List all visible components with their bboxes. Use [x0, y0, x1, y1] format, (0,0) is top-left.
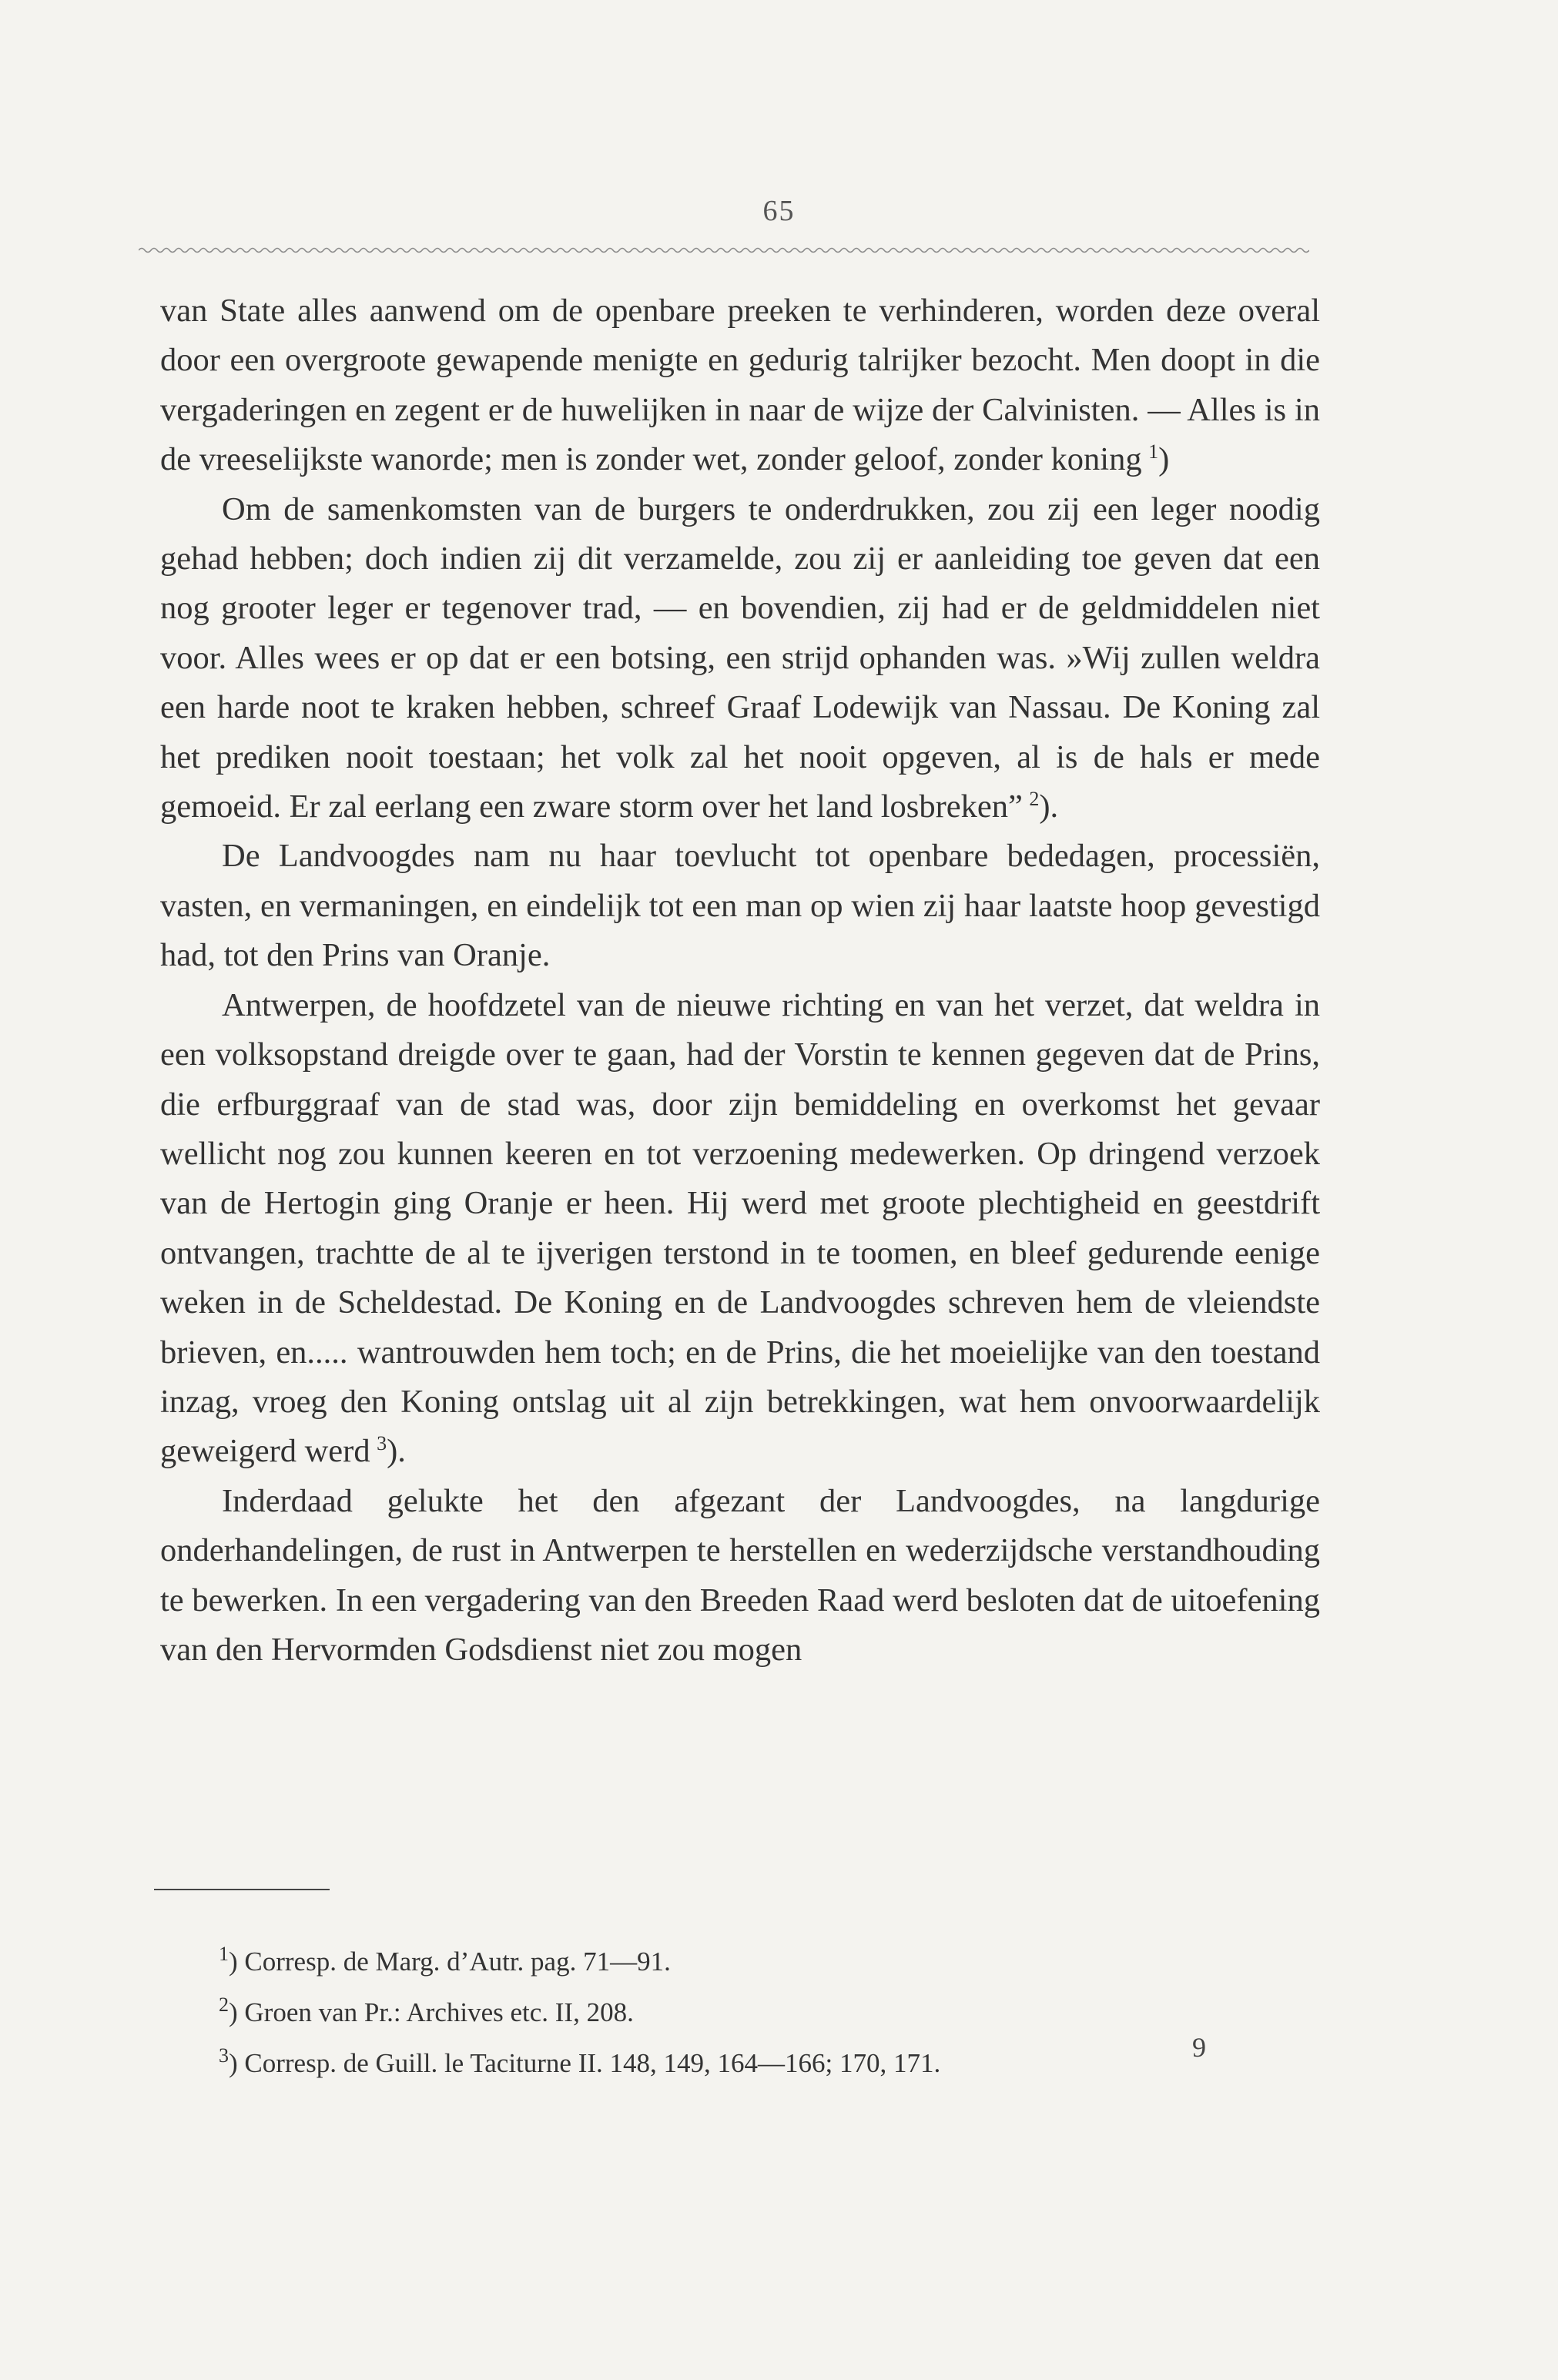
paragraph-4 — [160, 981, 1320, 1477]
footnote-2-close: ) — [229, 1997, 238, 2027]
note-ref-2-close: ). — [1039, 788, 1059, 825]
footnote-3-close: ) — [229, 2048, 238, 2078]
paragraph-4-text: Antwerpen, de hoofdzetel van de nieuwe richting en van het verzet, dat weldra in een volksopstand dreigde over te gaan, had der Vorstin te kennen gegeven dat de Prins, die erfburggraaf van de stad was, door zijn bemiddeling en overkomst het gevaar wellicht nog zou kunnen keeren en tot verzoening medewerken. Op dringend verzoek van de Hertogin ging Oranje er heen. Hij werd met groote plechtigheid en geestdrift ontvangen, trachtte de al te ijverigen terstond in te toomen, en bleef gedurende eenige weken in de Scheldestad. De Koning en de Landvoogdes schreven hem de vleiendste brieven, en..... wantrouwden hem toch; en de Prins, die het moeielijke van den toestand inzag, vroeg den Koning ontslag uit al zijn betrekkingen, wat hem onvoorwaardelijk geweigerd werd — [160, 986, 1320, 1470]
footnote-1-text: Corresp. de Marg. d’Autr. pag. 71—91. — [244, 1947, 671, 1977]
footnote-1 — [219, 1936, 1220, 1987]
footnote-2-mark: 2 — [219, 1993, 229, 2016]
footnote-3 — [219, 2038, 1220, 2089]
main-text — [160, 286, 1320, 1675]
footnote-separator — [154, 1889, 330, 1890]
page-number: 65 — [762, 195, 796, 227]
footnote-1-close: ) — [229, 1947, 238, 1977]
paragraph-1-text: van State alles aanwend om de openbare preeken te verhinderen, worden deze overal door een overgroote gewapende menigte en gedurig talrijker bezocht. Men doopt in die vergaderingen en zegent er de huwelijken in naar de wijze der Calvinisten. — Alles is in de vreeselijkste wanorde; men is zonder wet, zonder geloof, zonder koning — [160, 293, 1320, 478]
paragraph-3: De Landvoogdes nam nu haar toevlucht tot openbare bededagen, processiën, vasten, en vermaningen, en eindelijk tot een man op wien zij haar laatste hoop gevestigd had, tot den Prins van Oranje. — [160, 838, 1320, 974]
note-ref-3-close: ). — [387, 1433, 406, 1470]
note-ref-3: 3 — [377, 1432, 387, 1455]
footnote-2 — [219, 1987, 1220, 2038]
paragraph-2-text: Om de samenkomsten van de burgers te onderdrukken, zou zij een leger noodig gehad hebben; doch indien zij dit verzamelde, zou zij er aanleiding toe geven dat een nog grooter leger er tegenover trad, — en bovendien, zij had er de geldmiddelen niet voor. Alles wees er op dat er een botsing, een strijd ophanden was. »Wij zullen weldra een harde noot te kraken hebben, schreef Graaf Lodewijk van Nassau. De Koning zal het prediken nooit toestaan; het volk zal het nooit opgeven, al is de hals er mede gemoeid. Er zal eerlang een zware storm over het land losbreken” — [160, 490, 1320, 825]
wavy-rule-ornament — [139, 245, 1309, 256]
note-ref-1-close: ) — [1158, 441, 1170, 478]
signature-mark: 9 — [1192, 2032, 1206, 2063]
paragraph-5: Inderdaad gelukte het den afgezant der Landvoogdes, na langdurige onderhandelingen, de rust in Antwerpen te herstellen en wederzijdsche verstandhouding te bewerken. In een vergadering van den Breeden Raad werd besloten dat de uitoefening van den Hervormden Godsdienst niet zou mogen — [160, 1482, 1320, 1668]
note-ref-2: 2 — [1029, 787, 1040, 810]
footnote-3-text: Corresp. de Guill. le Taciturne II. 148, 149, 164—166; 170, 171. — [244, 2048, 941, 2078]
footnote-2-text: Groen van Pr.: Archives etc. II, 208. — [244, 1997, 634, 2027]
paragraph-2 — [160, 485, 1320, 832]
footnotes — [219, 1936, 1220, 2089]
paragraph-1 — [160, 286, 1320, 485]
footnote-3-mark: 3 — [219, 2044, 229, 2067]
footnote-1-mark: 1 — [219, 1943, 229, 1965]
note-ref-1: 1 — [1148, 440, 1159, 464]
